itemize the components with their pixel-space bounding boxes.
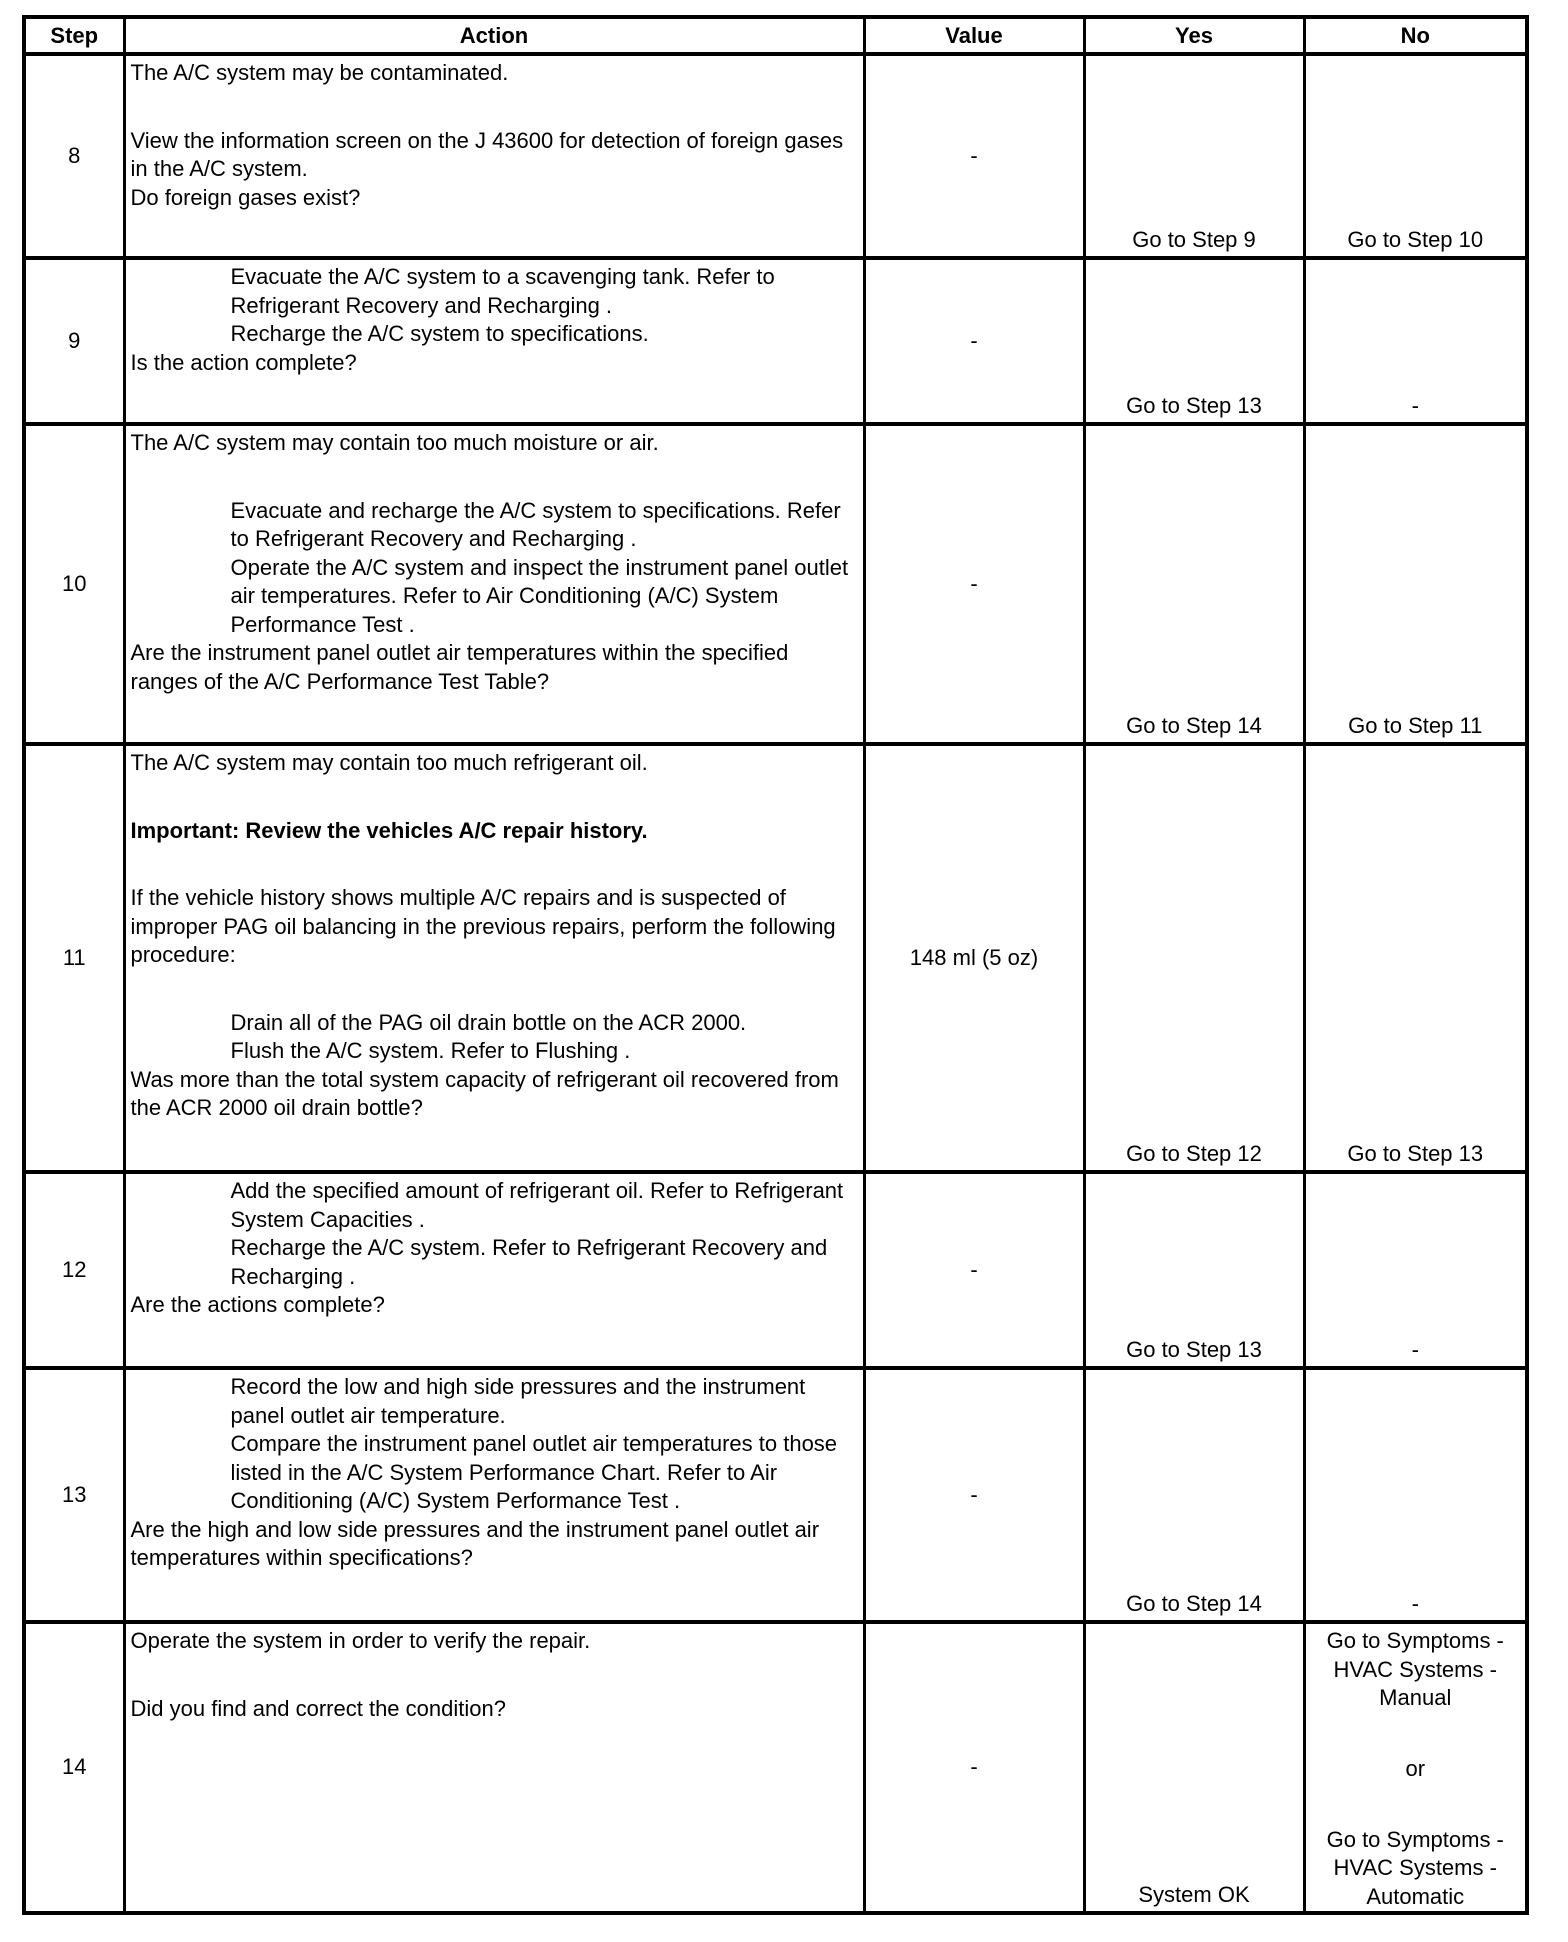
step-number: 10	[24, 424, 124, 744]
step-number: 13	[24, 1368, 124, 1622]
no-cell: -	[1304, 258, 1527, 424]
action-question: Are the instrument panel outlet air temperatures within the specified ranges of the A/C Performance Test Table?	[130, 640, 789, 694]
action-step-text: Drain all of the PAG oil drain bottle on the ACR 2000.	[230, 1009, 747, 1035]
action-cell	[124, 424, 864, 744]
action-step-text: Evacuate and recharge the A/C system to specifications. Refer to Refrigerant Recovery and Recharging .	[230, 497, 841, 551]
important-note: Important: Review the vehicles A/C repair history.	[130, 817, 648, 843]
action-step-text: Compare the instrument panel outlet air temperatures to those listed in the A/C System Performance Chart. Refer to Air Conditioning (A/C) System Performance Test .	[230, 1431, 838, 1513]
action-cell	[124, 744, 864, 1172]
table-row-step-12	[24, 1172, 1527, 1368]
no-cell: -	[1304, 1172, 1527, 1368]
value-cell: 148 ml (5 oz)	[864, 744, 1084, 1172]
action-question: Was more than the total system capacity of refrigerant oil recovered from the ACR 2000 oil drain bottle?	[130, 1066, 839, 1120]
action-text: The A/C system may be contaminated.	[130, 60, 509, 85]
action-step-text: Evacuate the A/C system to a scavenging tank. Refer to Refrigerant Recovery and Recharging .	[230, 264, 775, 318]
header-action: Action	[124, 17, 864, 54]
no-cell: -	[1304, 1368, 1527, 1622]
action-cell	[124, 1368, 864, 1622]
action-cell	[124, 258, 864, 424]
action-step-text: Recharge the A/C system. Refer to Refrigerant Recovery and Recharging .	[230, 1235, 828, 1289]
action-text: Operate the system in order to verify the repair.	[130, 1628, 591, 1653]
table-row-step-10	[24, 424, 1527, 744]
table-row-step-8	[24, 54, 1527, 258]
step-number: 12	[24, 1172, 124, 1368]
step-number: 9	[24, 258, 124, 424]
action-question: Are the high and low side pressures and the instrument panel outlet air temperatures within specifications?	[130, 1516, 820, 1570]
yes-cell: Go to Step 9	[1084, 54, 1304, 258]
value-cell: -	[864, 1622, 1084, 1913]
header-no: No	[1304, 17, 1527, 54]
table-row-step-9	[24, 258, 1527, 424]
yes-cell: System OK	[1084, 1622, 1304, 1913]
table-row-step-11	[24, 744, 1527, 1172]
value-cell: -	[864, 424, 1084, 744]
header-row	[24, 17, 1527, 54]
no-cell: Go to Step 11	[1304, 424, 1527, 744]
no-cell	[1304, 1622, 1527, 1913]
step-number: 11	[24, 744, 124, 1172]
action-question: Are the actions complete?	[130, 1292, 385, 1317]
step-number: 14	[24, 1622, 124, 1913]
action-text: View the information screen on the J 43600 for detection of foreign gases in the A/C system.	[130, 127, 844, 181]
action-step-text: Flush the A/C system. Refer to Flushing .	[230, 1038, 631, 1063]
action-cell	[124, 1622, 864, 1913]
action-text: If the vehicle history shows multiple A/C repairs and is suspected of improper PAG oil balancing in the previous repairs, perform the following procedure:	[130, 885, 836, 967]
action-question: Is the action complete?	[130, 349, 357, 375]
action-step-text: Recharge the A/C system to specifications.	[230, 321, 649, 346]
action-question: Did you find and correct the condition?	[130, 1695, 506, 1721]
action-step-text: Add the specified amount of refrigerant oil. Refer to Refrigerant System Capacities .	[230, 1178, 844, 1232]
action-cell	[124, 54, 864, 258]
yes-cell: Go to Step 14	[1084, 1368, 1304, 1622]
step-number: 8	[24, 54, 124, 258]
diagnostic-table	[22, 15, 1529, 1915]
header-yes: Yes	[1084, 17, 1304, 54]
header-value: Value	[864, 17, 1084, 54]
value-cell: -	[864, 54, 1084, 258]
no-cell: Go to Step 10	[1304, 54, 1527, 258]
yes-cell: Go to Step 12	[1084, 744, 1304, 1172]
value-cell: -	[864, 1172, 1084, 1368]
table-row-step-14	[24, 1622, 1527, 1913]
action-step-text: Record the low and high side pressures and the instrument panel outlet air temperature.	[230, 1374, 806, 1428]
value-cell: -	[864, 258, 1084, 424]
value-cell: -	[864, 1368, 1084, 1622]
action-step-text: Operate the A/C system and inspect the instrument panel outlet air temperatures. Refer to Air Conditioning (A/C) System Performance Test .	[230, 554, 849, 637]
no-option-manual: Go to Symptoms - HVAC Systems - Manual	[1326, 1628, 1504, 1710]
action-text: The A/C system may contain too much refrigerant oil.	[130, 750, 648, 775]
header-step: Step	[24, 17, 124, 54]
no-option-automatic: Go to Symptoms - HVAC Systems - Automatic	[1326, 1826, 1504, 1909]
action-cell	[124, 1172, 864, 1368]
action-text: The A/C system may contain too much moisture or air.	[130, 430, 659, 455]
table-row-step-13	[24, 1368, 1527, 1622]
action-question: Do foreign gases exist?	[130, 184, 361, 210]
no-option-or: or	[1405, 1755, 1426, 1781]
yes-cell: Go to Step 14	[1084, 424, 1304, 744]
no-cell: Go to Step 13	[1304, 744, 1527, 1172]
yes-cell: Go to Step 13	[1084, 258, 1304, 424]
yes-cell: Go to Step 13	[1084, 1172, 1304, 1368]
